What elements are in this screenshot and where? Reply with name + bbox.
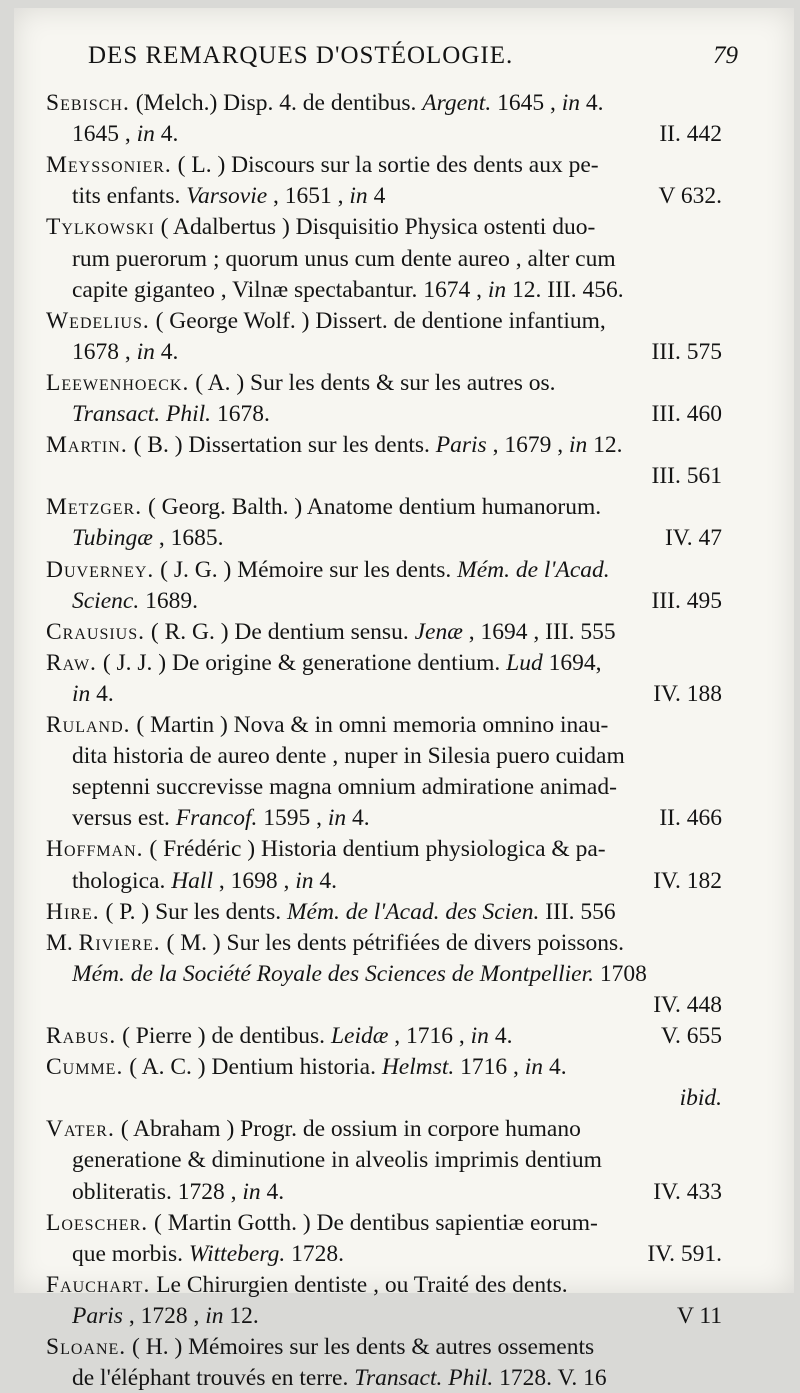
text-segment: versus est.: [72, 805, 176, 832]
text-line: [72, 803, 722, 833]
text-segment: ( M. ) Sur les dents pétrifiées de divers poissons.: [160, 929, 625, 956]
text-line: [46, 461, 722, 491]
text-segment: 4.: [260, 1178, 285, 1205]
text-segment: Argent.: [422, 90, 492, 116]
text-segment: 1708: [594, 960, 647, 987]
text-segment: de l'éléphant trouvés en terre.: [72, 1365, 355, 1392]
text-segment: ( Martin ) Nova & in omni memoria omnino inau-: [130, 712, 609, 738]
text-line: [72, 523, 722, 553]
text-segment: 1645 ,: [72, 121, 137, 148]
text-line: [46, 555, 722, 585]
text-segment: , 1679 ,: [486, 432, 569, 459]
text-segment: in: [568, 432, 588, 459]
text-segment: Hire.: [46, 898, 100, 925]
reference-volume: V 11: [676, 1302, 722, 1329]
text-segment: Sloane.: [46, 1334, 127, 1360]
text-segment: Paris: [72, 1302, 123, 1329]
text-segment: 4.: [543, 1054, 567, 1081]
text-line: [72, 181, 722, 211]
text-segment: ( L. ) Discours sur la sortie des dents aux pe-: [171, 152, 599, 179]
text-segment: in: [136, 338, 155, 365]
text-segment: , 1694 , III. 555: [462, 618, 616, 645]
text-line: [46, 710, 722, 740]
text-line: [72, 119, 722, 149]
text-line: [46, 928, 722, 958]
text-segment: septenni succrevisse magna omnium admiratione animad-: [72, 774, 617, 801]
text-segment: in: [72, 680, 91, 707]
text-segment: in: [205, 1302, 224, 1329]
text-line: [72, 337, 722, 367]
text-line: [46, 1270, 722, 1300]
text-segment: Wedelius.: [46, 307, 150, 334]
text-segment: tits enfants.: [72, 183, 187, 210]
text-segment: 1595 ,: [257, 805, 328, 832]
text-segment: ( Martin Gotth. ) De dentibus sapientiæ eorum-: [148, 1209, 598, 1236]
text-segment: 4.: [580, 90, 604, 116]
text-line: [72, 1301, 722, 1331]
reference-volume: V 632.: [658, 183, 722, 210]
text-line: [46, 1021, 722, 1051]
text-segment: Fauchart.: [46, 1271, 151, 1298]
text-line: [46, 212, 722, 242]
text-segment: Varsovie: [186, 183, 268, 210]
text-segment: , 1716 ,: [388, 1023, 471, 1049]
text-segment: que morbis.: [72, 1240, 189, 1267]
text-segment: ( H. ) Mémoires sur les dents & autres ossements: [126, 1334, 595, 1360]
text-segment: in: [487, 276, 507, 303]
book-page: [14, 8, 794, 1392]
text-line: [46, 368, 722, 398]
text-segment: Francof.: [175, 805, 258, 832]
text-segment: Crausius.: [46, 618, 146, 645]
text-line: [46, 306, 722, 336]
text-segment: dita historia de aureo dente , nuper in Silesia puero cuidam: [72, 743, 625, 770]
text-segment: Riviere.: [78, 929, 161, 956]
text-segment: ( J. G. ) Mémoire sur les dents.: [154, 556, 458, 583]
text-segment: rum puerorum ; quorum unus cum dente aureo , alter cum: [72, 245, 616, 272]
text-segment: Transact. Phil.: [354, 1365, 494, 1392]
text-segment: ( P. ) Sur les dents.: [99, 898, 287, 925]
text-segment: Meyssonier.: [46, 152, 172, 179]
reference-volume: ibid.: [679, 1085, 722, 1112]
text-segment: Sebisch.: [46, 90, 130, 116]
text-segment: ( Georg. Balth. ) Anatome dentium humanorum.: [142, 494, 602, 521]
text-segment: 4: [367, 183, 386, 210]
text-segment: ( J. J. ) De origine & generatione dentium.: [96, 649, 507, 676]
reference-volume: IV. 47: [664, 525, 722, 552]
text-segment: thologica.: [72, 867, 172, 894]
reference-volume: IV. 188: [653, 680, 722, 707]
text-segment: 4.: [346, 805, 370, 832]
text-line: [72, 679, 722, 709]
text-line: [72, 1177, 722, 1207]
text-line: [72, 399, 722, 429]
text-segment: Tylkowski: [46, 214, 155, 241]
text-segment: M.: [46, 929, 79, 956]
text-segment: Paris: [435, 432, 487, 459]
text-line: [72, 1145, 722, 1175]
text-segment: Cumme.: [46, 1054, 124, 1081]
text-line: [72, 244, 722, 274]
text-segment: , 1728 ,: [122, 1302, 206, 1329]
text-line: [46, 492, 722, 522]
running-title: DES REMARQUES D'OSTÉOLOGIE.: [88, 42, 514, 69]
text-line: [46, 617, 722, 647]
text-line: [46, 1083, 722, 1113]
text-segment: generatione & diminutione in alveolis imprimis dentium: [72, 1147, 602, 1174]
text-line: [46, 990, 722, 1020]
text-line: [46, 1052, 722, 1082]
text-segment: ( George Wolf. ) Dissert. de dentione infantium,: [149, 307, 606, 334]
text-line: [72, 959, 722, 989]
text-segment: 12. III. 456.: [506, 276, 624, 303]
text-segment: Hoffman.: [46, 836, 144, 863]
reference-volume: II. 466: [659, 805, 722, 832]
text-line: [72, 586, 722, 616]
text-segment: Martin.: [46, 432, 128, 459]
text-line: [72, 1363, 722, 1393]
text-segment: ( B. ) Dissertation sur les dents.: [127, 432, 436, 459]
text-line: [72, 275, 722, 305]
text-segment: 1728. V. 16: [493, 1365, 607, 1392]
text-segment: Ruland.: [46, 712, 131, 738]
text-segment: Le Chirurgien dentiste , ou Traité des dents.: [150, 1271, 568, 1298]
text-segment: Transact. Phil.: [72, 401, 212, 427]
text-segment: Mém. de l'Acad.: [457, 556, 610, 583]
text-segment: ( A. ) Sur les dents & sur les autres os.: [189, 369, 556, 396]
reference-volume: III. 575: [651, 338, 722, 365]
text-segment: in: [349, 183, 368, 210]
text-segment: 4.: [154, 338, 179, 365]
text-segment: Scienc.: [72, 587, 140, 614]
text-segment: Tubingæ: [72, 525, 153, 552]
text-line: [46, 150, 722, 180]
text-segment: Raw.: [46, 649, 97, 676]
text-segment: in: [524, 1054, 544, 1081]
text-segment: Hall: [171, 867, 213, 894]
text-segment: (Melch.) Disp. 4. de dentibus.: [129, 90, 423, 116]
reference-volume: III. 495: [651, 587, 722, 614]
text-line: [72, 772, 722, 802]
text-segment: Duverney.: [46, 556, 155, 583]
text-segment: 1728.: [285, 1240, 344, 1267]
text-segment: , 1651 ,: [267, 183, 350, 210]
text-segment: Leewenhoeck.: [46, 369, 190, 396]
text-segment: Mém. de la Société Royale des Sciences de Montpellier.: [72, 960, 595, 987]
text-segment: ( Abraham ) Progr. de ossium in corpore humano: [114, 1116, 581, 1143]
text-segment: Loescher.: [46, 1209, 149, 1236]
text-segment: Lud: [506, 649, 543, 676]
text-segment: Vater.: [46, 1116, 115, 1143]
reference-volume: IV. 182: [653, 867, 722, 894]
text-line: [46, 648, 722, 678]
text-line: [72, 741, 722, 771]
text-segment: 4.: [313, 867, 338, 894]
text-segment: in: [327, 805, 347, 832]
reference-volume: V. 655: [661, 1023, 722, 1049]
reference-volume: IV. 448: [653, 991, 722, 1018]
reference-volume: III. 561: [651, 463, 722, 490]
reference-volume: IV. 591.: [647, 1240, 722, 1267]
text-segment: ( A. C. ) Dentium historia.: [123, 1054, 382, 1081]
text-segment: capite giganteo , Vilnæ spectabantur. 1674 ,: [72, 276, 488, 303]
text-segment: 12.: [587, 432, 623, 459]
page-header: [88, 38, 738, 78]
text-segment: , 1698 ,: [212, 867, 296, 894]
text-segment: in: [561, 90, 580, 116]
text-line: [72, 1239, 722, 1269]
text-line: [46, 1332, 722, 1362]
text-segment: , 1685.: [152, 525, 224, 552]
text-line: [46, 430, 722, 460]
text-line: [46, 897, 722, 927]
text-segment: 4.: [90, 680, 114, 707]
text-segment: 1716 ,: [454, 1054, 525, 1081]
text-segment: Metzger.: [46, 494, 143, 521]
text-segment: obliteratis. 1728 ,: [72, 1178, 243, 1205]
reference-volume: II. 442: [659, 121, 722, 148]
text-segment: in: [295, 867, 314, 894]
text-segment: Jenæ: [414, 618, 463, 645]
text-line: [46, 1208, 722, 1238]
text-line: [46, 1114, 722, 1144]
text-segment: Witteberg.: [188, 1240, 286, 1267]
text-line: [72, 866, 722, 896]
text-segment: Helmst.: [381, 1054, 455, 1081]
text-segment: 1678.: [211, 401, 270, 427]
text-segment: in: [470, 1023, 489, 1049]
text-segment: 1689.: [139, 587, 198, 614]
text-segment: 1645 ,: [491, 90, 562, 116]
text-segment: Mém. de l'Acad. des Scien.: [286, 898, 540, 925]
text-segment: ( R. G. ) De dentium sensu.: [145, 618, 415, 645]
text-segment: Rabus.: [46, 1023, 117, 1049]
page-number: 79: [713, 42, 738, 69]
text-segment: in: [136, 121, 155, 148]
text-segment: III. 556: [539, 898, 616, 925]
text-line: [46, 88, 722, 118]
text-segment: 1694,: [542, 649, 602, 676]
text-segment: Leidæ: [330, 1023, 389, 1049]
text-segment: 4.: [154, 121, 179, 148]
text-segment: ( Frédéric ) Historia dentium physiologica & pa-: [143, 836, 606, 863]
text-segment: ( Adalbertus ) Disquisitio Physica ostenti duo-: [154, 214, 596, 241]
reference-volume: IV. 433: [653, 1178, 722, 1205]
text-segment: 4.: [488, 1023, 513, 1049]
reference-volume: III. 460: [651, 401, 722, 427]
text-line: [46, 834, 722, 864]
text-segment: in: [242, 1178, 261, 1205]
text-segment: 12.: [223, 1302, 259, 1329]
text-segment: ( Pierre ) de dentibus.: [116, 1023, 331, 1049]
text-segment: 1678 ,: [72, 338, 137, 365]
